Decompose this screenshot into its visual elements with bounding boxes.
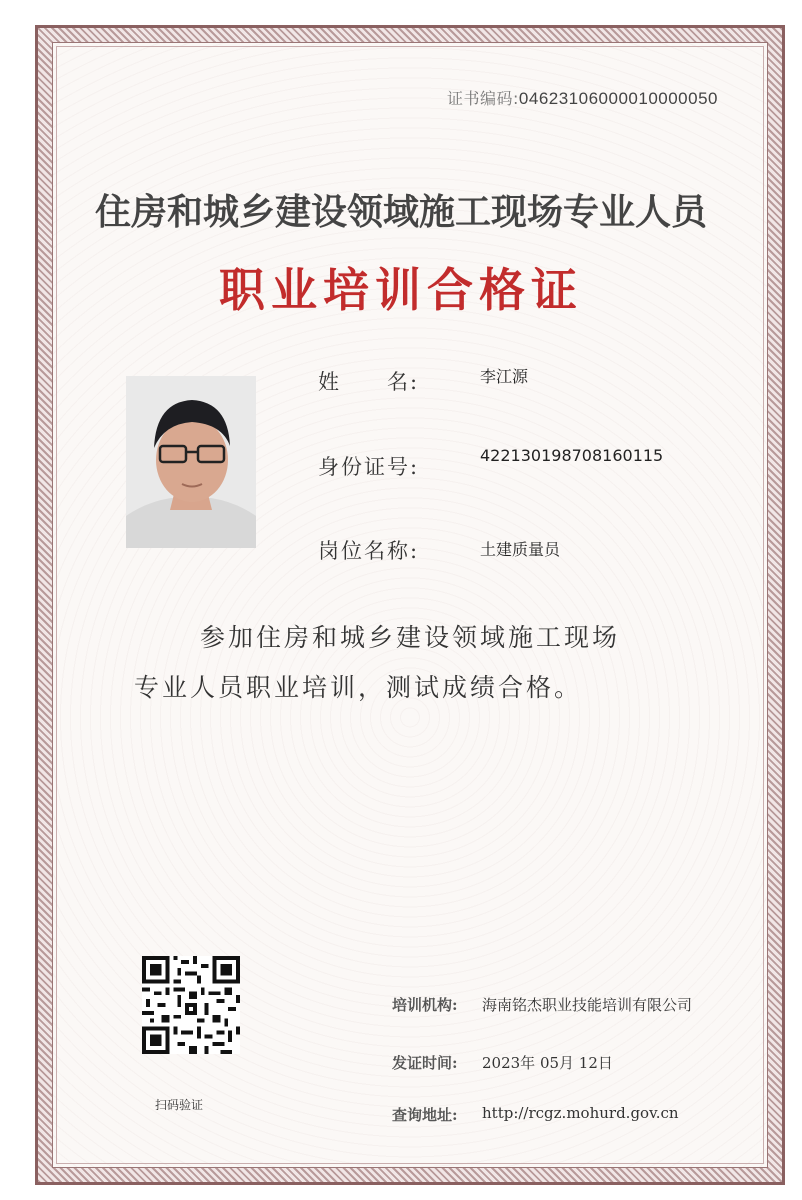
certificate-number-label: 证书编码: bbox=[447, 89, 519, 108]
id-number-value: 422130198708160115 bbox=[480, 446, 664, 465]
training-org-label: 培训机构: bbox=[392, 996, 458, 1014]
certificate-number bbox=[447, 86, 718, 109]
query-url-link[interactable]: http://rcgz.mohurd.gov.cn bbox=[482, 1104, 679, 1122]
training-org-value: 海南铭杰职业技能培训有限公司 bbox=[482, 996, 693, 1014]
issue-date-value: 2023年 05月 12日 bbox=[482, 1054, 613, 1072]
name-label: 姓 名: bbox=[318, 370, 420, 394]
statement-line2: 专业人员职业培训，测试成绩合格。 bbox=[134, 673, 583, 702]
statement-line1: 参加住房和城乡建设领域施工现场 bbox=[200, 623, 621, 652]
issue-date-label: 发证时间: bbox=[392, 1054, 458, 1072]
query-url-label: 查询地址: bbox=[392, 1106, 458, 1124]
certificate-number-value: 04623106000010000050 bbox=[518, 89, 718, 108]
holder-photo bbox=[126, 376, 256, 548]
name-value: 李江源 bbox=[480, 367, 529, 386]
position-label: 岗位名称: bbox=[318, 539, 420, 563]
id-number-label: 身份证号: bbox=[318, 455, 420, 479]
qr-caption: 扫码验证 bbox=[155, 1098, 204, 1112]
certificate-title-line1: 住房和城乡建设领域施工现场专业人员 bbox=[94, 191, 707, 233]
position-value: 土建质量员 bbox=[480, 540, 561, 559]
qr-code-icon[interactable] bbox=[142, 956, 240, 1054]
certificate-title-line2: 职业培训合格证 bbox=[219, 263, 583, 317]
